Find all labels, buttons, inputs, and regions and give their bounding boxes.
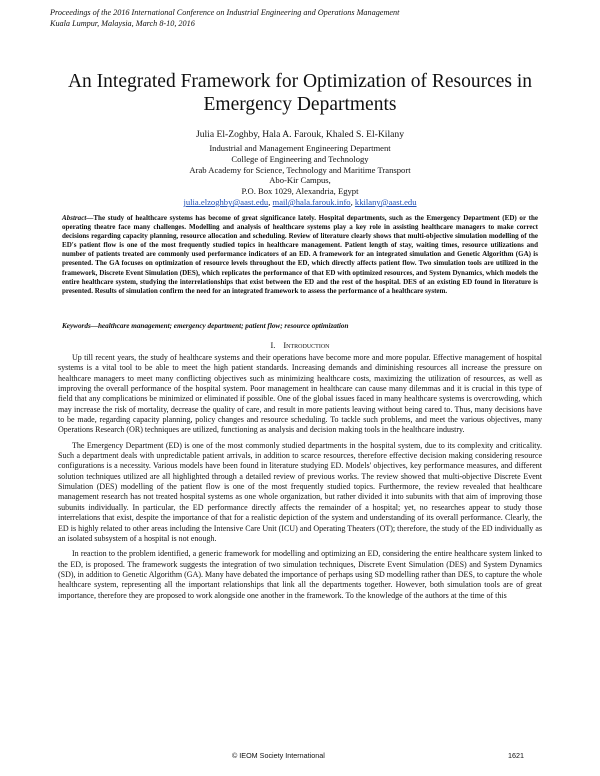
keywords: Keywords—healthcare management; emergency department; patient flow; resource optimization	[62, 322, 349, 330]
email-list	[40, 197, 560, 208]
paper-title	[40, 70, 560, 116]
affiliation-line-4: Abo-Kir Campus,	[269, 175, 331, 186]
title-line-2: Emergency Departments	[203, 94, 397, 115]
affiliation-block	[40, 143, 560, 208]
email-separator-1: ,	[268, 196, 273, 207]
page-footer	[0, 751, 600, 763]
email-link-2[interactable]: mail@hala.farouk.info	[272, 196, 351, 207]
section-heading	[40, 341, 560, 351]
proceedings-line-2: Kuala Lumpur, Malaysia, March 8-10, 2016	[50, 18, 195, 28]
affiliation-line-5: P.O. Box 1029, Alexandria, Egypt	[241, 186, 359, 197]
body-text	[58, 353, 542, 606]
paragraph-2: The Emergency Department (ED) is one of the most commonly studied departments in the hospital system, due to its complexity and criticality. Such a department deals with unpredictable patient arrivals, in addition to scarce resources, therefore effective decision making considering resource configurations is a necessity. Various models have been found in literature studying ED. Models' objectives, key performance measures, and different solution techniques utilized are all highlighted through a detailed review of previous works. The review showed that multi-objective Discrete Event Simulation (DES) modelling of the patient flow is one of the most frequently studied topics. Furthermore, the review revealed that healthcare management research has not treated hospital systems as one whole organization, but rather divided it into subunits with that aim of improving those subunits individually. In particular, the ED performance directly affects the remainder of a hospital; yet, no researches appear to study those interrelations that exist, despite the importance of that for a realistic depiction of the system and understanding of its overall performance. Clearly, the ED is highly related to other areas including the Intensive Care Unit (ICU) and Operating Theaters (OT); therefore, the study of the ED individually as an isolated subsystem of a hospital is not enough.	[58, 440, 542, 543]
section-number: I.	[270, 341, 276, 350]
paragraph-3: In reaction to the problem identified, a generic framework for modelling and optimizing an ED, considering the entire healthcare system linked to the ED, is proposed. The framework suggests the integration of two simulation techniques, Discrete Event Simulation (DES) and System Dynamics (SD), in addition to Genetic Algorithm (GA). Many have debated the importance of perhaps using SD modelling rather than DES, to capture the whole healthcare system, representing all the important relationships that link all the departments together. However, both simulation tools are of great importance, therefore they are proposed to work alongside one another in the framework. To the knowledge of the authors at the time of this	[58, 549, 542, 600]
page-number: 1621	[508, 751, 524, 760]
proceedings-line-1: Proceedings of the 2016 International Conference on Industrial Engineering and Operations Management	[50, 8, 400, 17]
section-title: Introduction	[283, 341, 330, 350]
abstract	[62, 214, 538, 296]
affiliation-line-2: College of Engineering and Technology	[231, 153, 369, 164]
author-list: Julia El-Zoghby, Hala A. Farouk, Khaled S. El-Kilany	[195, 129, 404, 140]
copyright-notice: © IEOM Society International	[232, 751, 325, 760]
proceedings-header	[50, 8, 570, 29]
email-link-1[interactable]: julia.elzoghby@aast.edu	[183, 196, 269, 207]
affiliation-line-3: Arab Academy for Science, Technology and Maritime Transport	[189, 164, 411, 175]
email-separator-2: ,	[350, 196, 355, 207]
paragraph-1: Up till recent years, the study of healthcare systems and their operations have become more and more popular. Effective management of hospital systems is a vital tool to be able to meet the high patient standards. Increasing demands and diminishing resources all increase the pressure on healthcare managers to meet many conflicting objectives such as minimizing healthcare costs, maximizing the utilization of resources, as well as improving the overall performance of the hospital system. Poor management in healthcare can cause many dilemmas and it is crucial in this type of field that any complications be minimized or eliminated if possible. One of the global issues faced in many healthcare systems is overcrowding, which may increase the risk of mortality, decrease the quality of care, and result in more patients leaving without being cared to. Thus, many decisions have to be made, regarding capacity planning, policy changes and resource scheduling. To tackle such problems, and meet the various objectives, many Operations Research (OR) techniques are utilized, functioning as analysis and decision making tools in the healthcare industry.	[58, 353, 542, 435]
abstract-label: Abstract	[62, 214, 87, 222]
affiliation-line-1: Industrial and Management Engineering Department	[209, 143, 391, 153]
email-link-3[interactable]: kkilany@aast.edu	[354, 196, 417, 207]
title-line-1: An Integrated Framework for Optimization of Resources in	[67, 71, 533, 92]
abstract-text: —The study of healthcare systems has become of great significance lately. Hospital departments, such as the Emergency Department (ED) or the operating theatre face many challenges. Modelling and analysis of healthcare systems play a key role in assisting healthcare managers to make correct decisions regarding capacity planning, resource allocation and scheduling. Review of literature clearly shows that multi-objective simulation modelling of the ED's patient flow is one of the most frequently studied topics in healthcare management. Patient length of stay, waiting times, resource utilizations and number of patients treated are commonly used performance indicators of an ED. A framework for an integrated simulation and Genetic Algorithm (GA) is presented. The GA focuses on optimization of resource levels throughout the ED, which directly affects patient flow. Two simulation tools are utilized in the framework, Discrete Event Simulation (DES), which replicates the performance of that ED with optimized resources, and System Dynamics, which models the entire healthcare system, studying the interrelationships that exist between the ED and the rest of the hospital. DES of an existing ED found in literature is presented. Results of simulation confirm the need for an integrated framework to assess the performance of a healthcare system.	[62, 214, 538, 295]
